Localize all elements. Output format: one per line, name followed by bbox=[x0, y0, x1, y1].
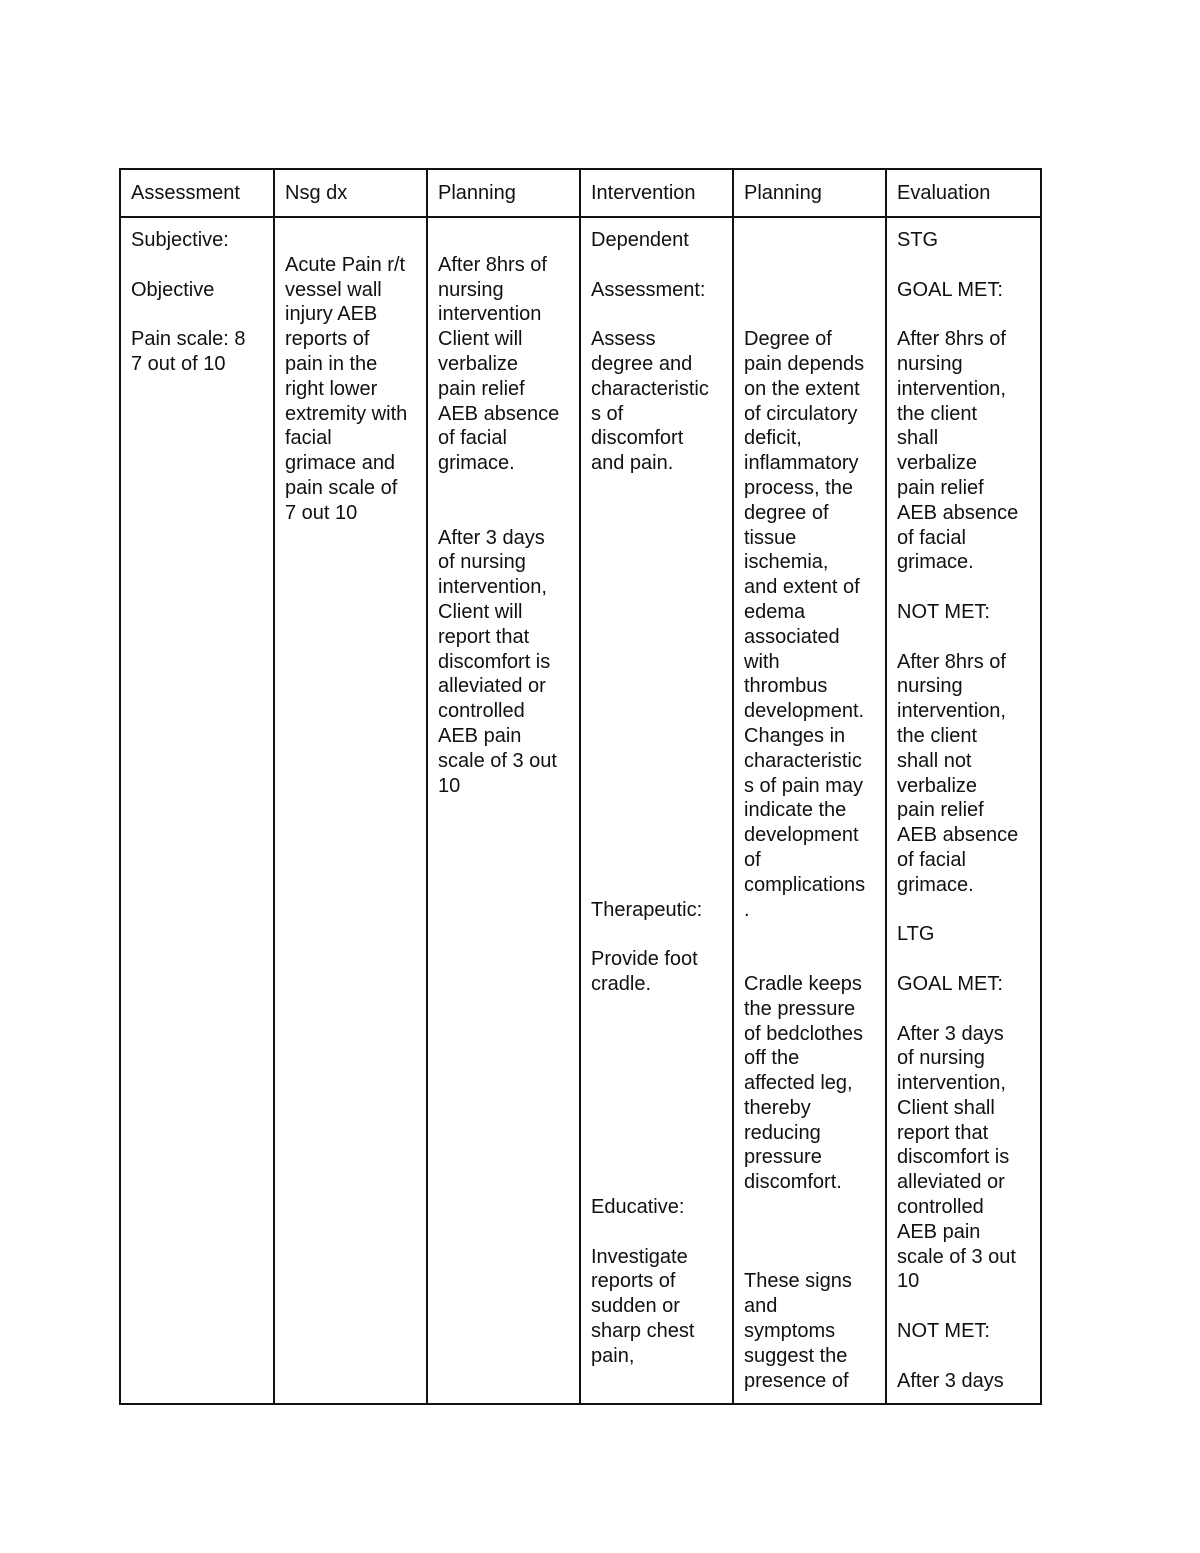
nsg-dx-cell bbox=[274, 217, 427, 1404]
assessment-label: Assessment: bbox=[591, 278, 706, 301]
subjective-label: Subjective: bbox=[131, 229, 229, 251]
therapeutic-label: Therapeutic: bbox=[591, 898, 703, 921]
therapeutic-rationale-text: Cradle keeps the pressure of bedclothes off the affected leg, thereby reducing pressure discomfort. bbox=[744, 972, 863, 1194]
pain-scale-text: Pain scale: 8 7 out of 10 bbox=[131, 328, 246, 375]
ltg-label: LTG bbox=[897, 923, 935, 946]
planning-cell bbox=[427, 217, 580, 1404]
ltg-not-met-label: NOT MET: bbox=[897, 1320, 990, 1343]
ltg-goal-met-text: After 3 days of nursing intervention, Client shall report that discomfort is alleviated or controlled AEB pain scale of 3 out 10 bbox=[897, 1022, 1016, 1293]
header-assessment: Assessment bbox=[120, 169, 274, 217]
header-intervention: Intervention bbox=[580, 169, 733, 217]
assess-rationale-text: Degree of pain depends on the extent of circulatory deficit, inflammatory process, the degree of tissue ischemia, and extent of edema associated with thrombus development. Changes in characteristic s of pain may indicate the development of complications . bbox=[744, 328, 866, 921]
header-nsg-dx: Nsg dx bbox=[274, 169, 427, 217]
short-term-goal-text: After 8hrs of nursing intervention Client will verbalize pain relief AEB absence of facial grimace. bbox=[438, 253, 560, 475]
objective-label: Objective bbox=[131, 278, 215, 301]
header-planning: Planning bbox=[427, 169, 580, 217]
assessment-cell bbox=[120, 217, 274, 1404]
care-plan-table bbox=[119, 168, 1042, 1405]
evaluation-cell bbox=[886, 217, 1041, 1404]
stg-goal-met-text: After 8hrs of nursing intervention, the client shall verbalize pain relief AEB absence of facial grimace. bbox=[897, 328, 1019, 574]
intervention-cell bbox=[580, 217, 733, 1404]
header-evaluation: Evaluation bbox=[886, 169, 1041, 217]
dependent-label: Dependent bbox=[591, 229, 689, 251]
long-term-goal-text: After 3 days of nursing intervention, Client will report that discomfort is alleviated or controlled AEB pain scale of 3 out 10 bbox=[438, 526, 557, 797]
educative-intervention-text: Investigate reports of sudden or sharp chest pain, bbox=[591, 1245, 695, 1367]
rationale-cell bbox=[733, 217, 886, 1404]
educative-label: Educative: bbox=[591, 1196, 685, 1219]
stg-not-met-text: After 8hrs of nursing intervention, the client shall not verbalize pain relief AEB absence of facial grimace. bbox=[897, 650, 1019, 896]
therapeutic-intervention-text: Provide foot cradle. bbox=[591, 948, 698, 995]
header-row bbox=[120, 169, 1041, 217]
assess-intervention-text: Assess degree and characteristic s of discomfort and pain. bbox=[591, 328, 709, 475]
stg-goal-met-label: GOAL MET: bbox=[897, 278, 1003, 301]
stg-not-met-label: NOT MET: bbox=[897, 600, 990, 623]
header-rationale: Planning bbox=[733, 169, 886, 217]
ltg-goal-met-label: GOAL MET: bbox=[897, 972, 1003, 995]
nursing-diagnosis-text: Acute Pain r/t vessel wall injury AEB reports of pain in the right lower extremity with facial grimace and pain scale of 7 out 10 bbox=[285, 253, 408, 524]
stg-label: STG bbox=[897, 229, 939, 251]
ltg-not-met-text: After 3 days bbox=[897, 1369, 1004, 1392]
body-row bbox=[120, 217, 1041, 1404]
educative-rationale-text: These signs and symptoms suggest the presence of bbox=[744, 1270, 852, 1392]
